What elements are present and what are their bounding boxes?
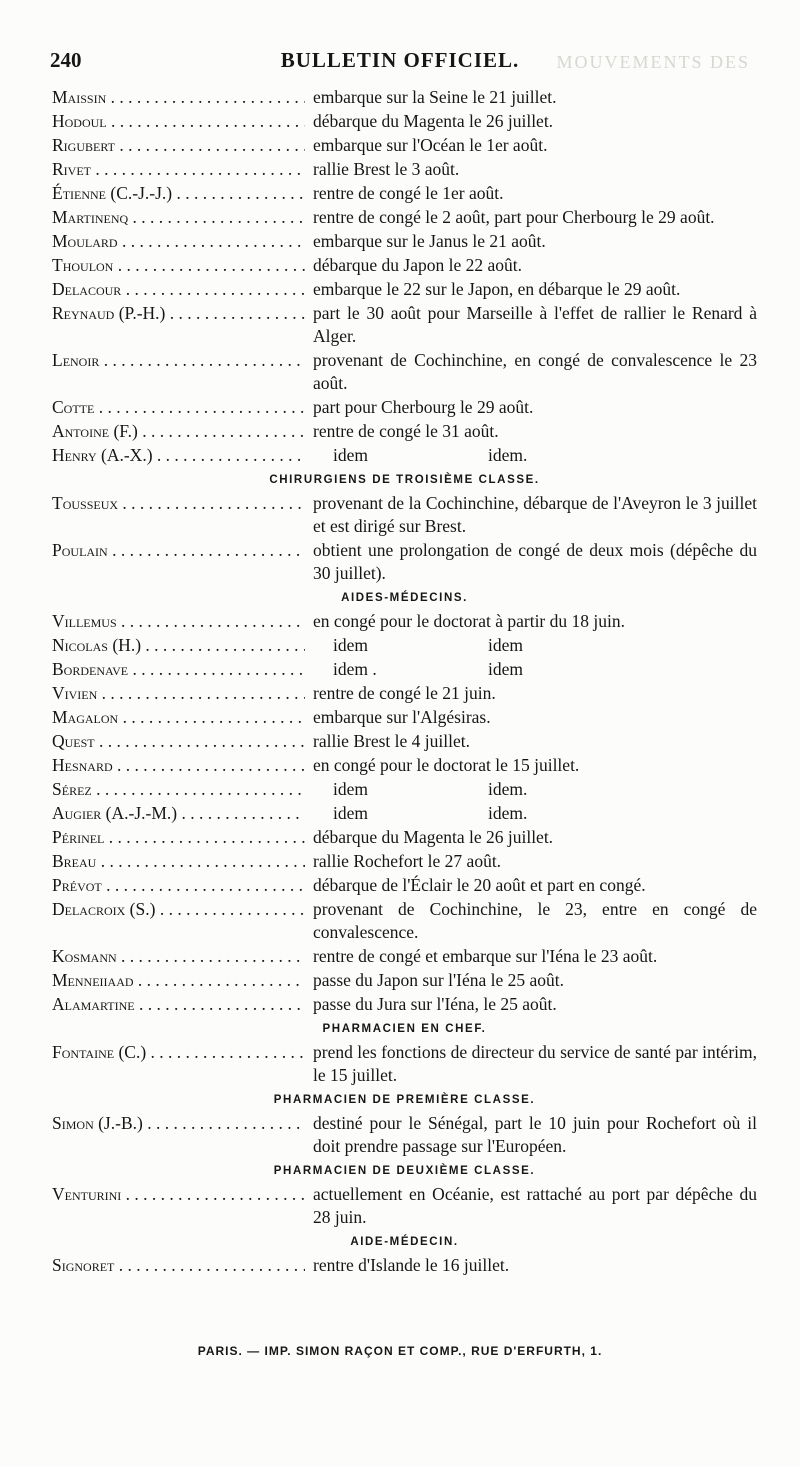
officer-name: Fontaine (C.) . . . — [52, 1041, 305, 1087]
officer-name: Martinenq . . . — [52, 206, 305, 229]
officer-name: Quest . . . — [52, 730, 305, 753]
movement-description: obtient une prolongation de congé de deux mois (dépêche du 30 juillet). — [313, 540, 757, 583]
entry-row — [52, 302, 757, 348]
idem-mark: idem . — [333, 659, 377, 679]
movement-description: passe du Jura sur l'Iéna, le 25 août. — [313, 994, 557, 1014]
section-heading: CHIRURGIENS DE TROISIÈME CLASSE. — [269, 474, 540, 486]
entry-row — [52, 134, 757, 157]
entry-row — [52, 898, 757, 944]
entry-row — [52, 349, 757, 395]
officer-name: Maissin . . . — [52, 86, 305, 109]
officer-name: Nicolas (H.) . . . — [52, 634, 305, 657]
idem-mark: idem — [333, 803, 368, 823]
officer-name: Menneiiaad . . . — [52, 969, 305, 992]
entry-row — [52, 110, 757, 133]
entry-row — [52, 158, 757, 181]
movement-description: débarque du Magenta le 26 juillet. — [313, 111, 554, 131]
entry-row — [52, 610, 757, 633]
entry-row — [52, 969, 757, 992]
entry-row — [52, 778, 757, 801]
section-heading: PHARMACIEN DE DEUXIÈME CLASSE. — [273, 1165, 536, 1177]
movement-description: part pour Cherbourg le 29 août. — [313, 397, 534, 417]
entry-row — [52, 254, 757, 277]
entry-row — [52, 945, 757, 968]
officer-name: Alamartine . . . — [52, 993, 305, 1016]
movement-description: débarque du Japon le 22 août. — [313, 255, 522, 275]
movement-description: passe du Japon sur l'Iéna le 25 août. — [313, 970, 565, 990]
section-heading: PHARMACIEN EN CHEF. — [322, 1023, 487, 1035]
entry-row — [52, 634, 757, 657]
officer-name: Antoine (F.) . . . — [52, 420, 305, 443]
officer-name: Delacour . . . — [52, 278, 305, 301]
officer-name: Vivien . . . — [52, 682, 305, 705]
movement-description: embarque sur l'Océan le 1er août. — [313, 135, 548, 155]
entry-row — [52, 539, 757, 585]
idem-mark: idem — [333, 635, 368, 655]
movement-description: provenant de Cochinchine, en congé de convalescence le 23 août. — [313, 350, 757, 393]
entry-row — [52, 492, 757, 538]
printer-imprint: PARIS. — IMP. SIMON RAÇON ET COMP., RUE D'ERFURTH, 1. — [197, 1344, 603, 1358]
officer-name: Sérez . . . — [52, 778, 305, 801]
movement-description: débarque de l'Éclair le 20 août et part en congé. — [313, 875, 646, 895]
officer-name: Tousseux . . . — [52, 492, 305, 538]
entry-row — [52, 182, 757, 205]
idem-mark: idem — [488, 635, 523, 655]
officer-name: Thoulon . . . — [52, 254, 305, 277]
page-header — [50, 48, 750, 76]
officer-name: Magalon . . . — [52, 706, 305, 729]
officer-name: Rigubert . . . — [52, 134, 305, 157]
movement-description: rentre d'Islande le 16 juillet. — [313, 1255, 510, 1275]
bleed-through-text: MOUVEMENTS DES — [556, 52, 750, 72]
officer-name: Simon (J.-B.) . . . — [52, 1112, 305, 1158]
officer-name: Breau . . . — [52, 850, 305, 873]
officer-name: Étienne (C.-J.-J.) . . . — [52, 182, 305, 205]
officer-name: Bordenave . . . — [52, 658, 305, 681]
page-number: 240 — [50, 48, 82, 72]
movement-description: rentre de congé le 31 août. — [313, 421, 499, 441]
officer-name: Prévot . . . — [52, 874, 305, 897]
entry-row — [52, 396, 757, 419]
movement-description: rallie Brest le 3 août. — [313, 159, 460, 179]
officer-name: Cotte . . . — [52, 396, 305, 419]
idem-mark: idem. — [488, 445, 528, 465]
movement-description: prend les fonctions de directeur du service de santé par intérim, le 15 juillet. — [313, 1042, 757, 1085]
officer-name: Lenoir . . . — [52, 349, 305, 395]
section-heading: PHARMACIEN DE PREMIÈRE CLASSE. — [273, 1094, 536, 1106]
movement-description: embarque sur l'Algésiras. — [313, 707, 491, 727]
personnel-movements-list — [52, 86, 757, 1278]
entry-row — [52, 206, 757, 229]
entry-row — [52, 420, 757, 443]
officer-name: Kosmann . . . — [52, 945, 305, 968]
entry-row — [52, 658, 757, 681]
officer-name: Hesnard . . . — [52, 754, 305, 777]
entry-row — [52, 850, 757, 873]
entry-row — [52, 754, 757, 777]
entry-row — [52, 826, 757, 849]
officer-name: Reynaud (P.-H.) . . . — [52, 302, 305, 348]
movement-description: part le 30 août pour Marseille à l'effet de rallier le Renard à Alger. — [313, 303, 757, 346]
officer-name: Moulard . . . — [52, 230, 305, 253]
movement-description — [305, 444, 757, 467]
movement-description: rentre de congé le 21 juin. — [313, 683, 496, 703]
entry-row — [52, 802, 757, 825]
entry-row — [52, 1254, 757, 1277]
entry-row — [52, 706, 757, 729]
section-heading: AIDE-MÉDECIN. — [350, 1236, 459, 1248]
entry-row — [52, 1183, 757, 1229]
entry-row — [52, 1041, 757, 1087]
entry-row — [52, 993, 757, 1016]
entry-row — [52, 444, 757, 467]
movement-description — [305, 634, 757, 657]
movement-description: destiné pour le Sénégal, part le 10 juin pour Rochefort où il doit prendre passage sur l'Européen. — [313, 1113, 757, 1156]
officer-name: Delacroix (S.) . . . — [52, 898, 305, 944]
movement-description: embarque sur la Seine le 21 juillet. — [313, 87, 557, 107]
movement-description: rentre de congé le 2 août, part pour Cherbourg le 29 août. — [313, 207, 715, 227]
movement-description: débarque du Magenta le 26 juillet. — [313, 827, 554, 847]
idem-mark: idem — [333, 445, 368, 465]
officer-name: Villemus . . . — [52, 610, 305, 633]
movement-description: en congé pour le doctorat à partir du 18 juin. — [313, 611, 625, 631]
idem-mark: idem — [333, 779, 368, 799]
movement-description: provenant de la Cochinchine, débarque de l'Aveyron le 3 juillet et est dirigé sur Brest. — [313, 493, 757, 536]
movement-description: embarque sur le Janus le 21 août. — [313, 231, 546, 251]
officer-name: Périnel . . . — [52, 826, 305, 849]
entry-row — [52, 230, 757, 253]
entry-row — [52, 278, 757, 301]
officer-name: Augier (A.-J.-M.) . . . — [52, 802, 305, 825]
movement-description: rentre de congé et embarque sur l'Iéna le 23 août. — [313, 946, 658, 966]
officer-name: Hodoul . . . — [52, 110, 305, 133]
entry-row — [52, 874, 757, 897]
movement-description: provenant de Cochinchine, le 23, entre en congé de convalescence. — [313, 899, 757, 942]
section-heading: AIDES-MÉDECINS. — [341, 592, 468, 604]
entry-row — [52, 682, 757, 705]
idem-mark: idem — [488, 659, 523, 679]
officer-name: Henry (A.-X.) . . . — [52, 444, 305, 467]
movement-description: embarque le 22 sur le Japon, en débarque le 29 août. — [313, 279, 681, 299]
officer-name: Poulain . . . — [52, 539, 305, 585]
movement-description: rallie Brest le 4 juillet. — [313, 731, 470, 751]
entry-row — [52, 730, 757, 753]
movement-description — [305, 802, 757, 825]
officer-name: Signoret . . . — [52, 1254, 305, 1277]
movement-description: actuellement en Océanie, est rattaché au port par dépêche du 28 juin. — [313, 1184, 757, 1227]
officer-name: Rivet . . . — [52, 158, 305, 181]
movement-description — [305, 658, 757, 681]
officer-name: Venturini . . . — [52, 1183, 305, 1229]
running-title: BULLETIN OFFICIEL. — [280, 48, 520, 72]
movement-description: rallie Rochefort le 27 août. — [313, 851, 502, 871]
entry-row — [52, 1112, 757, 1158]
idem-mark: idem. — [488, 803, 528, 823]
movement-description: en congé pour le doctorat le 15 juillet. — [313, 755, 580, 775]
entry-row — [52, 86, 757, 109]
movement-description: rentre de congé le 1er août. — [313, 183, 504, 203]
movement-description — [305, 778, 757, 801]
idem-mark: idem. — [488, 779, 528, 799]
